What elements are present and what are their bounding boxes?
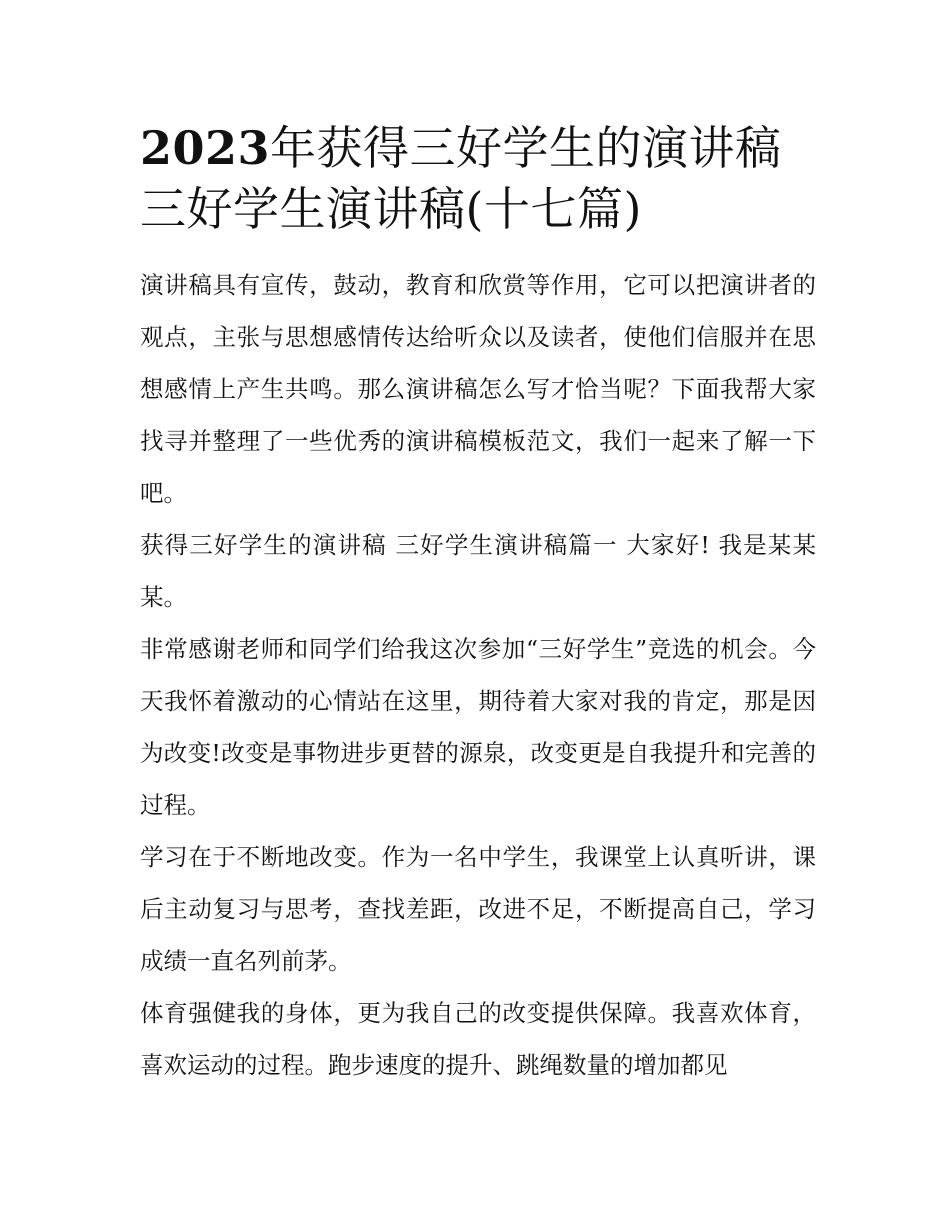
paragraph-study: 学习在于不断地改变。作为一名中学生，我课堂上认真听讲，课后主动复习与思考，查找差距，改进不足，不断提高自己，学习成绩一直名列前茅。 <box>140 843 816 975</box>
paragraph-sports: 体育强健我的身体，更为我自己的改变提供保障。我喜欢体育，喜欢运动的过程。跑步速度的提升、跳绳数量的增加都见 <box>140 999 816 1079</box>
paragraph-thanks: 非常感谢老师和同学们给我这次参加“三好学生”竞选的机会。今天我怀着激动的心情站在这里，期待着大家对我的肯定，那是因为改变!改变是事物进步更替的源泉，改变更是自我提升和完善的过程。 <box>140 635 816 819</box>
document-title <box>140 118 816 240</box>
document-body <box>140 259 816 1091</box>
title-line-2: 三好学生演讲稿(十七篇) <box>140 182 642 236</box>
title-line-1-text: 年获得三好学生的演讲稿 <box>270 121 782 175</box>
title-year: 2023 <box>140 121 271 175</box>
paragraph-greeting: 获得三好学生的演讲稿 三好学生演讲稿篇一 大家好! 我是某某某。 <box>140 531 816 611</box>
title-line-1 <box>140 118 816 179</box>
paragraph-intro: 演讲稿具有宣传，鼓动，教育和欣赏等作用，它可以把演讲者的观点，主张与思想感情传达给听众以及读者，使他们信服并在思想感情上产生共鸣。那么演讲稿怎么写才恰当呢？下面我帮大家找寻并整理了一些优秀的演讲稿模板范文，我们一起来了解一下吧。 <box>140 271 816 507</box>
document-page <box>140 118 816 1091</box>
